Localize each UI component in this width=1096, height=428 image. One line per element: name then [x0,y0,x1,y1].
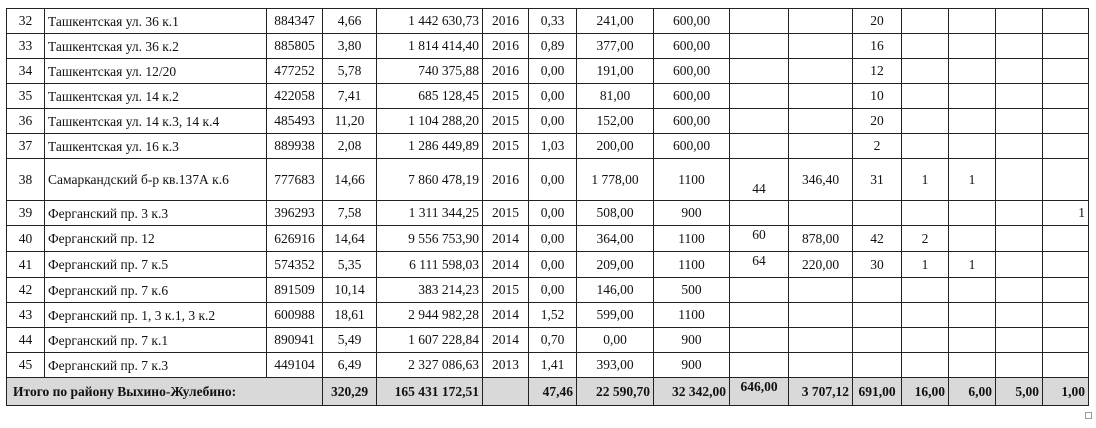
amount-cell: 383 214,23 [377,278,483,303]
value-col9-cell: 60 [730,226,789,252]
total-col14-cell: 5,00 [996,378,1043,406]
table-row [7,328,1089,353]
value-col13-cell [949,303,996,328]
area-cell: 18,61 [323,303,377,328]
value-col6-cell: 0,00 [529,59,577,84]
value-col15-cell [1043,59,1089,84]
value-col15-cell [1043,34,1089,59]
value-col11-cell: 42 [853,226,902,252]
value-col6-cell: 0,70 [529,328,577,353]
value-col15-cell [1043,252,1089,278]
value-col8-cell: 1100 [654,252,730,278]
value-col13-cell [949,226,996,252]
table-row [7,226,1089,252]
value-col11-cell: 10 [853,84,902,109]
value-col15-cell [1043,9,1089,34]
value-col12-cell [902,134,949,159]
table-row [7,59,1089,84]
total-amount-cell: 165 431 172,51 [377,378,483,406]
area-cell: 6,49 [323,353,377,378]
table-body [7,9,1089,406]
value-col14-cell [996,159,1043,201]
value-col7-cell: 209,00 [577,252,654,278]
value-col8-cell: 1100 [654,159,730,201]
value-col8-cell: 600,00 [654,34,730,59]
value-col14-cell [996,34,1043,59]
address-cell: Ташкентская ул. 36 к.1 [45,9,267,34]
value-col15-cell [1043,134,1089,159]
object-code-cell: 485493 [267,109,323,134]
address-cell: Ташкентская ул. 14 к.3, 14 к.4 [45,109,267,134]
table-row [7,353,1089,378]
total-col7-cell: 22 590,70 [577,378,654,406]
value-col13-cell [949,278,996,303]
value-col14-cell [996,252,1043,278]
value-col9-cell [730,9,789,34]
value-col11-cell [853,353,902,378]
value-col9-cell [730,134,789,159]
value-col9-cell: 64 [730,252,789,278]
amount-cell: 1 311 344,25 [377,201,483,226]
row-number-cell: 44 [7,328,45,353]
value-col11-cell: 16 [853,34,902,59]
value-col13-cell [949,134,996,159]
value-col12-cell [902,34,949,59]
area-cell: 5,78 [323,59,377,84]
object-code-cell: 777683 [267,159,323,201]
value-col8-cell: 600,00 [654,9,730,34]
year-cell: 2016 [483,59,529,84]
table-row [7,84,1089,109]
total-col8-cell: 32 342,00 [654,378,730,406]
year-cell: 2014 [483,252,529,278]
value-col6-cell: 1,03 [529,134,577,159]
year-cell: 2016 [483,34,529,59]
object-code-cell: 884347 [267,9,323,34]
table-row [7,278,1089,303]
amount-cell: 2 944 982,28 [377,303,483,328]
area-cell: 14,66 [323,159,377,201]
value-col6-cell: 0,00 [529,84,577,109]
object-code-cell: 891509 [267,278,323,303]
area-cell: 7,41 [323,84,377,109]
table-row [7,9,1089,34]
address-cell: Ферганский пр. 7 к.1 [45,328,267,353]
value-col12-cell [902,303,949,328]
value-col10-cell [789,109,853,134]
address-cell: Ташкентская ул. 36 к.2 [45,34,267,59]
value-col6-cell: 0,00 [529,226,577,252]
value-col9-cell [730,278,789,303]
value-col7-cell: 508,00 [577,201,654,226]
value-col8-cell: 900 [654,328,730,353]
value-col9-cell [730,353,789,378]
value-col13-cell: 1 [949,159,996,201]
value-col9-cell [730,201,789,226]
table-resize-handle[interactable] [1085,412,1092,419]
value-col14-cell [996,201,1043,226]
value-col14-cell [996,109,1043,134]
area-cell: 2,08 [323,134,377,159]
object-code-cell: 600988 [267,303,323,328]
value-col11-cell: 2 [853,134,902,159]
value-col6-cell: 0,00 [529,252,577,278]
value-col9-cell [730,59,789,84]
value-col10-cell [789,134,853,159]
value-col7-cell: 241,00 [577,9,654,34]
value-col6-cell: 1,41 [529,353,577,378]
value-col8-cell: 1100 [654,303,730,328]
value-col15-cell [1043,84,1089,109]
row-number-cell: 37 [7,134,45,159]
total-area-cell: 320,29 [323,378,377,406]
value-col15-cell [1043,353,1089,378]
value-col9-cell [730,84,789,109]
value-col7-cell: 599,00 [577,303,654,328]
value-col7-cell: 146,00 [577,278,654,303]
value-col10-cell [789,201,853,226]
address-cell: Ферганский пр. 7 к.6 [45,278,267,303]
amount-cell: 740 375,88 [377,59,483,84]
value-col13-cell [949,84,996,109]
value-col14-cell [996,134,1043,159]
total-label: Итого по району Выхино-Жулебино: [7,378,323,406]
value-col10-cell [789,328,853,353]
value-col6-cell: 0,89 [529,34,577,59]
value-col12-cell: 1 [902,159,949,201]
value-col12-cell [902,278,949,303]
area-cell: 7,58 [323,201,377,226]
value-col15-cell [1043,109,1089,134]
value-col10-cell [789,278,853,303]
value-col12-cell [902,109,949,134]
value-col12-cell [902,328,949,353]
value-col6-cell: 1,52 [529,303,577,328]
value-col13-cell [949,353,996,378]
table-row [7,134,1089,159]
amount-cell: 1 442 630,73 [377,9,483,34]
value-col6-cell: 0,00 [529,159,577,201]
amount-cell: 1 814 414,40 [377,34,483,59]
value-col8-cell: 900 [654,353,730,378]
value-col8-cell: 500 [654,278,730,303]
value-col6-cell: 0,00 [529,201,577,226]
area-cell: 4,66 [323,9,377,34]
value-col13-cell [949,59,996,84]
value-col13-cell [949,201,996,226]
object-code-cell: 422058 [267,84,323,109]
year-cell: 2015 [483,134,529,159]
value-col9-cell [730,109,789,134]
value-col8-cell: 1100 [654,226,730,252]
value-col10-cell [789,84,853,109]
value-col12-cell [902,59,949,84]
table-row [7,109,1089,134]
value-col15-cell [1043,303,1089,328]
value-col12-cell [902,201,949,226]
value-col14-cell [996,84,1043,109]
amount-cell: 1 286 449,89 [377,134,483,159]
district-summary-table [6,8,1089,406]
row-number-cell: 45 [7,353,45,378]
value-col14-cell [996,353,1043,378]
value-col8-cell: 600,00 [654,109,730,134]
value-col11-cell [853,201,902,226]
value-col8-cell: 900 [654,201,730,226]
year-cell: 2015 [483,278,529,303]
document-table-wrapper [6,8,1089,406]
area-cell: 5,49 [323,328,377,353]
value-col7-cell: 152,00 [577,109,654,134]
value-col10-cell [789,353,853,378]
table-row [7,252,1089,278]
value-col14-cell [996,303,1043,328]
value-col7-cell: 81,00 [577,84,654,109]
value-col14-cell [996,328,1043,353]
value-col13-cell: 1 [949,252,996,278]
row-number-cell: 41 [7,252,45,278]
address-cell: Ташкентская ул. 16 к.3 [45,134,267,159]
year-cell: 2016 [483,159,529,201]
area-cell: 11,20 [323,109,377,134]
value-col15-cell [1043,328,1089,353]
value-col11-cell [853,303,902,328]
value-col10-cell [789,59,853,84]
total-col15-cell: 1,00 [1043,378,1089,406]
year-cell: 2014 [483,303,529,328]
area-cell: 3,80 [323,34,377,59]
value-col12-cell [902,84,949,109]
total-row [7,378,1089,406]
table-row [7,159,1089,201]
row-number-cell: 32 [7,9,45,34]
value-col12-cell: 2 [902,226,949,252]
value-col10-cell [789,34,853,59]
value-col14-cell [996,226,1043,252]
value-col13-cell [949,109,996,134]
address-cell: Ташкентская ул. 14 к.2 [45,84,267,109]
address-cell: Ферганский пр. 7 к.3 [45,353,267,378]
row-number-cell: 34 [7,59,45,84]
value-col8-cell: 600,00 [654,84,730,109]
value-col7-cell: 364,00 [577,226,654,252]
value-col9-cell [730,328,789,353]
value-col13-cell [949,34,996,59]
row-number-cell: 35 [7,84,45,109]
value-col11-cell: 30 [853,252,902,278]
value-col8-cell: 600,00 [654,134,730,159]
value-col11-cell: 31 [853,159,902,201]
object-code-cell: 449104 [267,353,323,378]
address-cell: Ферганский пр. 1, 3 к.1, 3 к.2 [45,303,267,328]
value-col9-cell: 44 [730,159,789,201]
value-col7-cell: 0,00 [577,328,654,353]
value-col12-cell [902,353,949,378]
value-col15-cell [1043,278,1089,303]
value-col7-cell: 377,00 [577,34,654,59]
total-year-cell [483,378,529,406]
value-col12-cell: 1 [902,252,949,278]
value-col7-cell: 1 778,00 [577,159,654,201]
object-code-cell: 890941 [267,328,323,353]
value-col13-cell [949,328,996,353]
value-col14-cell [996,59,1043,84]
year-cell: 2016 [483,9,529,34]
value-col13-cell [949,9,996,34]
value-col10-cell: 346,40 [789,159,853,201]
value-col10-cell [789,303,853,328]
row-number-cell: 40 [7,226,45,252]
value-col12-cell [902,9,949,34]
amount-cell: 6 111 598,03 [377,252,483,278]
amount-cell: 685 128,45 [377,84,483,109]
value-col7-cell: 200,00 [577,134,654,159]
area-cell: 10,14 [323,278,377,303]
amount-cell: 9 556 753,90 [377,226,483,252]
value-col8-cell: 600,00 [654,59,730,84]
amount-cell: 1 607 228,84 [377,328,483,353]
value-col9-cell [730,303,789,328]
value-col6-cell: 0,00 [529,109,577,134]
table-row [7,34,1089,59]
total-col13-cell: 6,00 [949,378,996,406]
value-col15-cell [1043,159,1089,201]
address-cell: Ферганский пр. 12 [45,226,267,252]
year-cell: 2013 [483,353,529,378]
year-cell: 2015 [483,84,529,109]
amount-cell: 2 327 086,63 [377,353,483,378]
year-cell: 2015 [483,201,529,226]
value-col11-cell [853,278,902,303]
row-number-cell: 42 [7,278,45,303]
row-number-cell: 43 [7,303,45,328]
value-col7-cell: 393,00 [577,353,654,378]
area-cell: 14,64 [323,226,377,252]
value-col11-cell [853,328,902,353]
row-number-cell: 38 [7,159,45,201]
total-col11-cell: 691,00 [853,378,902,406]
value-col10-cell: 878,00 [789,226,853,252]
value-col6-cell: 0,33 [529,9,577,34]
value-col14-cell [996,9,1043,34]
value-col6-cell: 0,00 [529,278,577,303]
amount-cell: 1 104 288,20 [377,109,483,134]
value-col7-cell: 191,00 [577,59,654,84]
value-col10-cell [789,9,853,34]
value-col11-cell: 12 [853,59,902,84]
object-code-cell: 889938 [267,134,323,159]
value-col11-cell: 20 [853,109,902,134]
total-col9-cell: 646,00 [730,378,789,406]
value-col15-cell: 1 [1043,201,1089,226]
year-cell: 2015 [483,109,529,134]
address-cell: Ферганский пр. 7 к.5 [45,252,267,278]
object-code-cell: 626916 [267,226,323,252]
total-col10-cell: 3 707,12 [789,378,853,406]
total-col12-cell: 16,00 [902,378,949,406]
object-code-cell: 885805 [267,34,323,59]
amount-cell: 7 860 478,19 [377,159,483,201]
object-code-cell: 574352 [267,252,323,278]
table-row [7,201,1089,226]
row-number-cell: 33 [7,34,45,59]
value-col14-cell [996,278,1043,303]
object-code-cell: 396293 [267,201,323,226]
table-row [7,303,1089,328]
address-cell: Ташкентская ул. 12/20 [45,59,267,84]
total-col6-cell: 47,46 [529,378,577,406]
value-col9-cell [730,34,789,59]
area-cell: 5,35 [323,252,377,278]
year-cell: 2014 [483,328,529,353]
address-cell: Самаркандский б-р кв.137А к.6 [45,159,267,201]
row-number-cell: 36 [7,109,45,134]
value-col10-cell: 220,00 [789,252,853,278]
object-code-cell: 477252 [267,59,323,84]
address-cell: Ферганский пр. 3 к.3 [45,201,267,226]
row-number-cell: 39 [7,201,45,226]
year-cell: 2014 [483,226,529,252]
value-col15-cell [1043,226,1089,252]
value-col11-cell: 20 [853,9,902,34]
